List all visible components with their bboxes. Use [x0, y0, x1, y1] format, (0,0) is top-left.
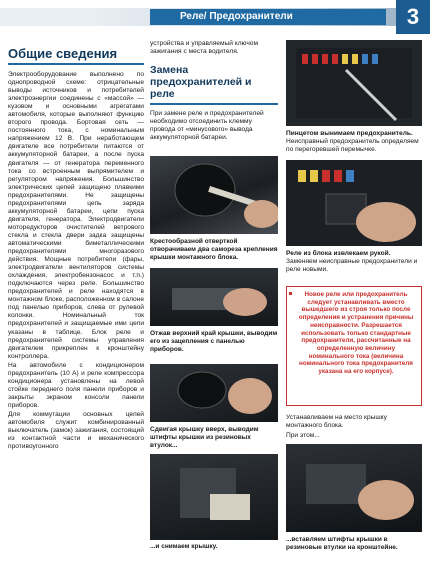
paragraph: При этом... — [286, 432, 320, 439]
warning-marker — [289, 292, 292, 295]
caption: ...вставляем штифты крышки в резиновые втулки на кронштейне. — [286, 536, 398, 551]
paragraph: На автомобиле с кондиционером предохранитель (10 А) и реле компрессора кондиционера установлены на левой стойке переднего поля панели приборов и закрыты экраном консоли панели приборов. — [8, 361, 144, 409]
photo-screwdriver — [150, 156, 278, 234]
caption-fuse — [286, 130, 422, 154]
paragraph: устройства и управляемый ключом зажигания с места водителя. — [150, 40, 258, 55]
heading-general: Общие сведения — [8, 46, 118, 61]
page-header — [0, 0, 430, 34]
photo-illustration — [150, 268, 278, 326]
heading-replace: Замена предохранителей и реле — [150, 64, 252, 100]
photo-illustration — [150, 364, 278, 422]
heading-rule — [150, 103, 278, 105]
caption-bold: Реле из блока извлекаем рукой. — [286, 250, 391, 257]
warning-text: Новое реле или предохранитель следует устанавливать вместо вышедшего из строя только после определения и устранения причины неисправности. Разрешается использовать только стандартные предохранители, рассчитанные на определенную величину номинального тока (величина номинального тока предохранителя указана на его корпусе). — [298, 291, 414, 376]
section-title: Реле/ Предохранители — [150, 9, 386, 25]
photo-illustration — [286, 444, 422, 532]
warning-note — [286, 286, 422, 406]
photo-pins-bushings — [286, 444, 422, 532]
photo-illustration — [150, 454, 278, 540]
photo-relay-hand — [286, 160, 422, 246]
paragraph: При замене реле и предохранителей необходимо отсоединить клемму провода от «минусового» вывода аккумуляторной батареи. — [150, 110, 264, 141]
paragraph: Электрооборудование выполнено по однопроводной схеме: отрицательные выводы источников и потребителей электроэнергии соединены с «массой» — кузовом и основными агрегатами автомобиля, которые выполняют функцию второго провода. Бортовая сеть — постоянного тока, с номинальным напряжением 12 В. При неработающем двигателе все потребители питаются от аккумуляторной батареи, а после пуска двигателя — от генератора переменного тока со встроенным выпрямителем и регулятором напряжения. Большинство электрических цепей защищено плавкими предохранителями. Не защищены предохранителями цепь заряда аккумуляторной батареи, цепи пуска двигателя, генератора. Электродвигатели моторедукторов очистителей ветрового стекла и стекла двери задка защищены автоматическими биметаллическими предохранителями многоразового действия. Мощные потребители (фары, электродвигатели вентиляторов системы охлаждения, электробензонасос и т.п.) подключаются через реле. Большинство предохранителей и реле находятся в монтажном блоке, расположенном в салоне под панелью приборов, слева от рулевой колонки. Номинальный ток предохранителей и защищаемые ими цепи указаны в таблице. Блок реле и предохранителей системы управления двигателем прикреплен к кронштейну контроллера. — [8, 71, 144, 360]
left-column — [8, 40, 144, 565]
photo-lid-top — [150, 268, 278, 326]
photo-illustration — [286, 40, 422, 126]
photo-lid-slide — [150, 364, 278, 422]
page-number: 3 — [396, 0, 430, 34]
photo-illustration — [150, 156, 278, 234]
photo-lid-removed — [150, 454, 278, 540]
caption: Сдвигая крышку вверх, выводим штифты крышки из резиновых втулок... — [150, 426, 259, 449]
photo-illustration — [286, 160, 422, 246]
caption-text: Неисправный предохранитель определяем по перегоревшей перемычке. — [286, 138, 419, 153]
caption-bold: Пинцетом вынимаем предохранитель. — [286, 130, 413, 137]
caption: Отжав верхний край крышки, выводим его из зацепления с панелью приборов. — [150, 330, 278, 353]
caption: Крестообразной отверткой отворачиваем два самореза крепления крышки монтажного блока. — [150, 238, 278, 261]
caption-text: Заменяем неисправные предохранители и реле новыми. — [286, 258, 418, 273]
heading-rule — [8, 63, 144, 65]
paragraph: Устанавливаем на место крышку монтажного блока. — [286, 414, 387, 429]
caption-relay — [286, 250, 422, 274]
header-band-left — [0, 8, 96, 26]
middle-column — [150, 40, 278, 142]
photo-fuse-tweezers — [286, 40, 422, 126]
caption: ...и снимаем крышку. — [150, 543, 218, 550]
paragraph: Для коммутации основных цепей автомобиля служит комбинированный выключатель (замок) зажигания, состоящий из контактной части и механического противоугонного — [8, 410, 144, 451]
